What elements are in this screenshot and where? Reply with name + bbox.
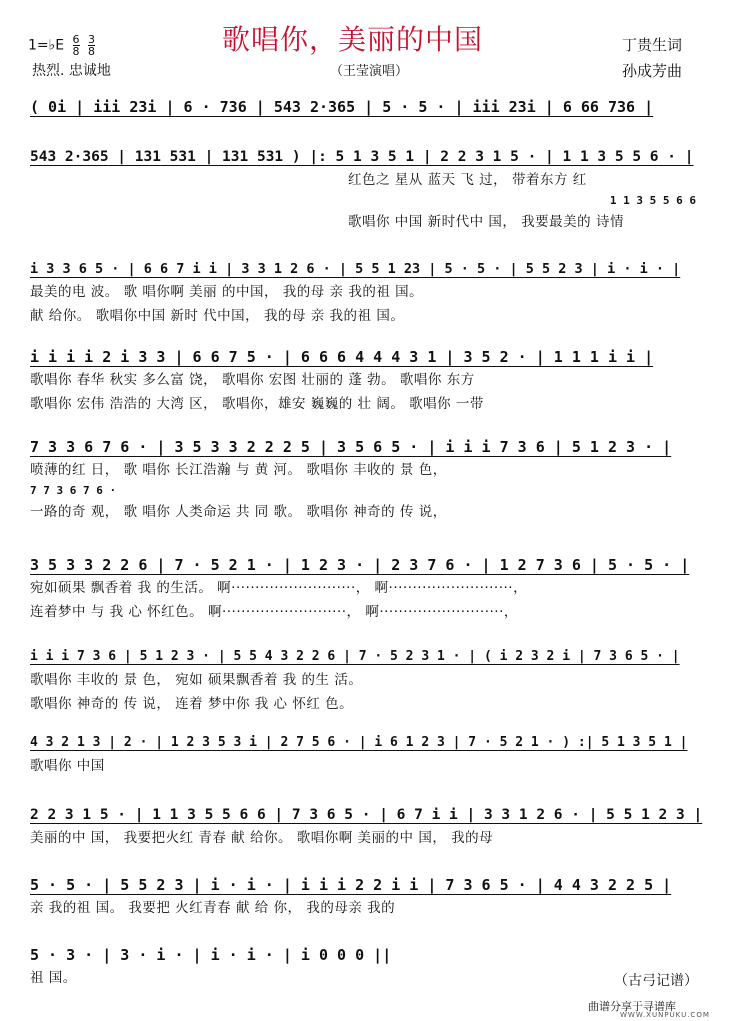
- notation-line: i 3 3 6 5 · | 6 6 7 i i | 3 3 1 2 6 · | 5 5 1 23 | 5 · 5 · | 5 5 2 3 | i · i · |: [30, 261, 681, 277]
- lyric-line-1: 宛如硕果 飘香着 我 的生活。 啊··························， 啊··························，: [30, 580, 528, 596]
- lyric-line-2: 歌唱你 宏伟 浩浩的 大湾 区， 歌唱你，雄安 巍巍的 壮 阔。 歌唱你 一带: [30, 396, 484, 412]
- lyric-line-2: 连着梦中 与 我 心 怀红色。 啊··························， 啊··························，: [30, 604, 518, 620]
- song-title: 歌唱你，美丽的中国: [222, 23, 484, 56]
- meter-6-8: $\frac{6}{8}$: [72, 33, 80, 58]
- score-system-2: [30, 146, 702, 234]
- meter-3-8: $\frac{3}{8}$: [88, 33, 95, 58]
- composer: 孙成芳曲: [622, 62, 683, 80]
- score-system-1: [30, 96, 702, 118]
- notation-line: 543 2·365 | 131 531 | 131 531 ) |: 5 1 3 5 1 | 2 2 3 1 5 · | 1 1 3 5 5 6 · |: [30, 149, 694, 165]
- score-system-6: [30, 554, 702, 624]
- score-system-3: [30, 258, 702, 328]
- lyric-line-1: 歌唱你 中国: [30, 758, 105, 774]
- alt-notation-line: 1 1 3 5 5 6 6: [609, 194, 696, 207]
- score-system-4: [30, 346, 702, 416]
- notation-line: 4 3 2 1 3 | 2 · | 1 2 3 5 3 i | 2 7 5 6 · | i 6 1 2 3 | 7 · 5 2 1 · ) :| 5 1 3 5 1 |: [30, 735, 688, 750]
- lyric-line-1: 歌唱你 春华 秋实 多么富 饶， 歌唱你 宏图 壮丽的 蓬 勃。 歌唱你 东方: [30, 372, 475, 388]
- lyric-line-1: 美丽的中 国， 我要把火红 青春 献 给你。 歌唱你啊 美丽的中 国， 我的母: [30, 830, 494, 846]
- score-system-9: [30, 804, 702, 850]
- notation-line: 7 3 3 6 7 6 · | 3 5 3 3 2 2 2 5 | 3 5 6 5 · | i i i 7 3 6 | 5 1 2 3 · |: [30, 438, 672, 456]
- tempo-marking: 热烈. 忠诚地: [32, 63, 111, 79]
- lyric-line-1: 歌唱你 丰收的 景 色， 宛如 硕果飘香着 我 的生 活。: [30, 672, 363, 688]
- lyric-line-2: 一路的奇 观， 歌 唱你 人类命运 共 同 歌。 歌唱你 神奇的 传 说，: [30, 504, 447, 520]
- score-system-11: [30, 944, 702, 990]
- notation-line: i i i i 2 i 3 3 | 6 6 7 5 · | 6 6 6 4 4 4 3 1 | 3 5 2 · | 1 1 1 i i |: [30, 348, 654, 366]
- score-system-8: [30, 732, 702, 778]
- lyric-line-1: 红色之 星从 蓝天 飞 过， 带着东方 红: [348, 172, 587, 188]
- lyric-line-2: 歌唱你 中国 新时代中 国， 我要最美的 诗情: [348, 214, 624, 230]
- lyricist: 丁贵生词: [622, 36, 683, 54]
- singer: （王莹演唱）: [330, 64, 409, 79]
- lyric-line-1: 亲 我的祖 国。 我要把 火红青春 献 给 你， 我的母亲 我的: [30, 900, 396, 916]
- notation-line: 5 · 5 · | 5 5 2 3 | i · i · | i i i 2 2 i i | 7 3 6 5 · | 4 4 3 2 2 5 |: [30, 876, 672, 894]
- score-system-7: [30, 646, 702, 716]
- watermark: 曲谱分享于寻谱库: [588, 1000, 676, 1013]
- notation-line: 5 · 3 · | 3 · i · | i · i · | i 0 0 0 ||: [30, 946, 392, 964]
- notation-line: 3 5 3 3 2 2 6 | 7 · 5 2 1 · | 1 2 3 · | 2 3 7 6 · | 1 2 7 3 6 | 5 · 5 · |: [30, 556, 690, 574]
- lyric-line-2: 歌唱你 神奇的 传 说， 连着 梦中你 我 心 怀红 色。: [30, 696, 354, 712]
- notation-line: ( 0i | iii 23i | 6 · 736 | 543 2·365 | 5 · 5 · | iii 23i | 6 66 736 |: [30, 98, 654, 116]
- notation-line: 2 2 3 1 5 · | 1 1 3 5 5 6 6 | 7 3 6 5 · | 6 7 i i | 3 3 1 2 6 · | 5 5 1 2 3 |: [30, 807, 703, 823]
- alt-notation-line: 7 7 3 6 7 6 ·: [30, 484, 117, 497]
- key-signature: 1=♭E $\frac{6}{8}$ $\frac{3}{8}$: [28, 33, 95, 58]
- notation-line: i i i 7 3 6 | 5 1 2 3 · | 5 5 4 3 2 2 6 | 7 · 5 2 3 1 · | ( i 2 3 2 i | 7 3 6 5 · |: [30, 649, 680, 664]
- lyric-line-1: 喷薄的红 日， 歌 唱你 长江浩瀚 与 黄 河。 歌唱你 丰收的 景 色，: [30, 462, 447, 478]
- lyric-line-1: 祖 国。: [30, 970, 77, 986]
- lyric-line-1: 最美的电 波。 歌 唱你啊 美丽 的中国， 我的母 亲 我的祖 国。: [30, 284, 424, 300]
- lyric-line-2: 献 给你。 歌唱你中国 新时 代中国， 我的母 亲 我的祖 国。: [30, 308, 405, 324]
- watermark-url: WWW.XUNPUKU.COM: [620, 1011, 710, 1019]
- score-system-5: [30, 436, 702, 524]
- transcriber-credit: （古弓记谱）: [614, 973, 698, 989]
- score-system-10: [30, 874, 702, 920]
